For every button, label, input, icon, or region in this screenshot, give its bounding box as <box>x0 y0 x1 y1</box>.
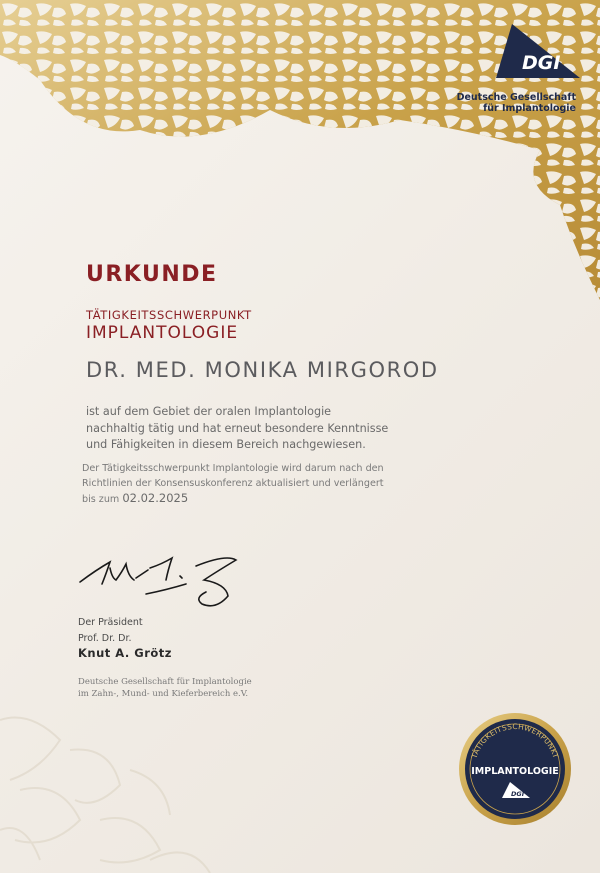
certificate-specialty: IMPLANTOLOGIE <box>86 323 239 343</box>
certificate-title: URKUNDE <box>86 262 218 287</box>
body-line: nachhaltig tätig und hat erneut besondere Kenntnisse <box>86 421 389 435</box>
note-line: Richtlinien der Konsensuskonferenz aktualisiert und verlängert <box>82 477 384 489</box>
seal-center-text: IMPLANTOLOGIE <box>471 766 559 777</box>
certificate-note <box>82 462 502 508</box>
gold-pattern-bottom <box>0 690 240 873</box>
signatory-role: Der Präsident <box>78 617 143 628</box>
signatory-name: Knut A. Grötz <box>78 646 172 660</box>
body-line: ist auf dem Gebiet der oralen Implantologie <box>86 405 332 418</box>
dgi-logo <box>492 22 582 84</box>
logo-text: DGI <box>522 52 561 74</box>
validity-line <box>82 491 502 508</box>
organization-full-name <box>78 676 318 700</box>
validity-date: 02.02.2025 <box>122 491 189 505</box>
recipient-name: DR. MED. MONIKA MIRGOROD <box>86 358 439 382</box>
note-line: Der Tätigkeitsschwerpunkt Implantologie wird darum nach den <box>82 463 384 474</box>
certificate-body <box>86 404 486 454</box>
organization-line1: Deutsche Gesellschaft für Implantologie <box>78 677 252 687</box>
body-line: und Fähigkeiten in diesem Bereich nachgewiesen. <box>86 438 366 451</box>
logo-org-name <box>446 92 576 114</box>
logo-org-line2: für Implantologie <box>483 103 576 114</box>
validity-prefix: bis zum <box>82 494 120 505</box>
signature <box>76 550 246 620</box>
signatory-title: Prof. Dr. Dr. <box>78 633 132 644</box>
certificate-subtitle: TÄTIGKEITSSCHWERPUNKT <box>86 308 252 322</box>
implantologie-seal <box>458 712 572 826</box>
logo-org-line1: Deutsche Gesellschaft <box>456 92 576 103</box>
organization-line2: im Zahn-, Mund- und Kieferbereich e.V. <box>78 689 249 699</box>
seal-logo-text: DGI <box>511 790 525 798</box>
seal-ring-text: TÄTIGKEITSSCHWERPUNKT <box>469 721 561 760</box>
